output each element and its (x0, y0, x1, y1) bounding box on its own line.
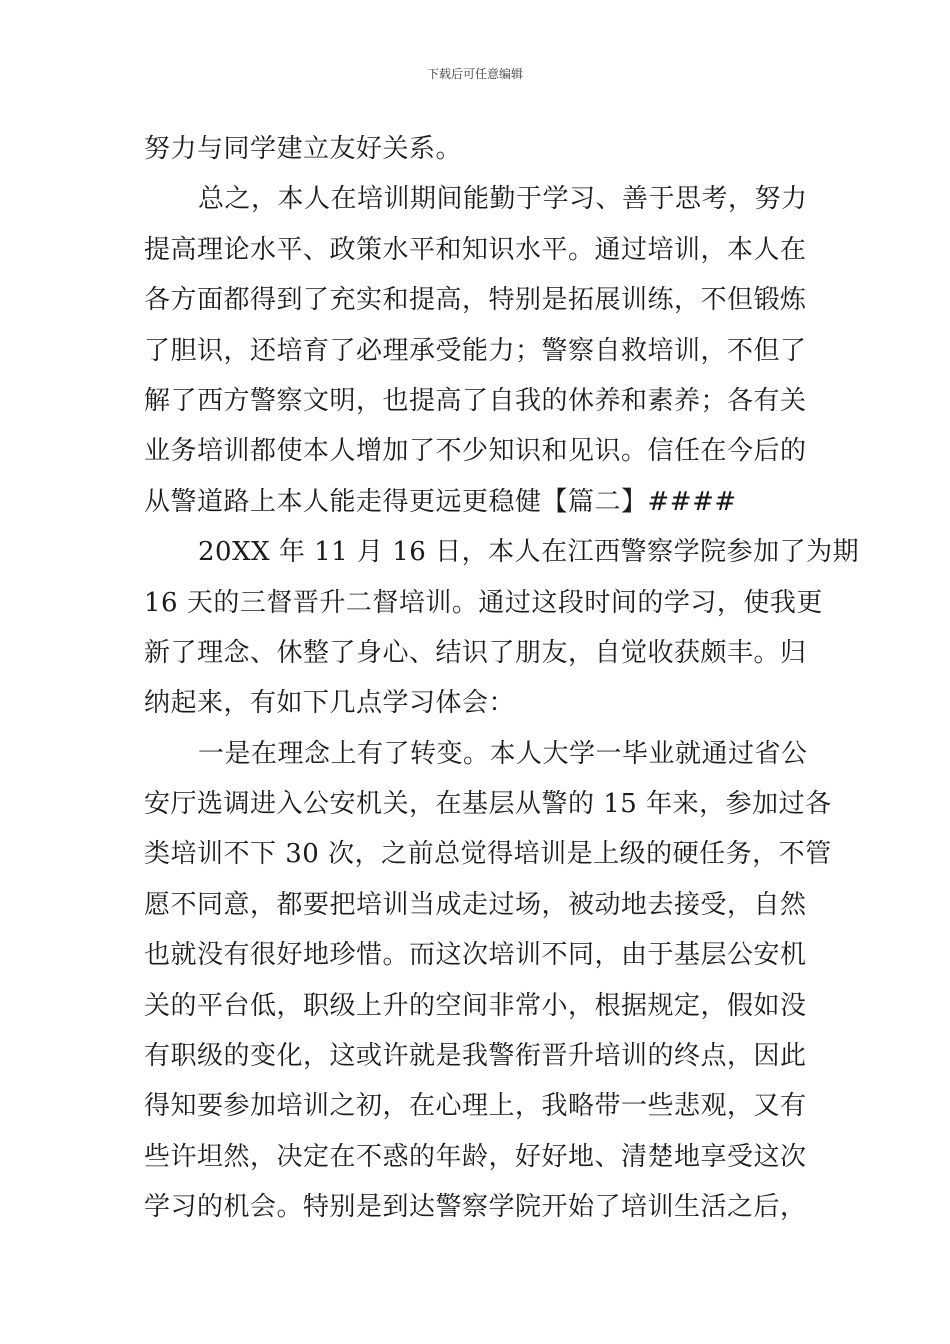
text-line: 类培训不下 30 次，之前总觉得培训是上级的硬任务，不管 (144, 839, 832, 870)
text-line: 一是在理念上有了转变。本人大学一毕业就通过省公 (198, 738, 808, 769)
text-line: 学习的机会。特别是到达警察学院开始了培训生活之后， (144, 1192, 807, 1223)
text-line: 努力与同学建立友好关系。 (144, 134, 463, 164)
text-line: 关的平台低，职级上升的空间非常小，根据规定，假如没 (144, 990, 807, 1021)
text-line: 提高理论水平、政策水平和知识水平。通过培训，本人在 (144, 234, 807, 265)
text-line: 各方面都得到了充实和提高，特别是拓展训练，不但锻炼 (144, 285, 807, 316)
page-header: 下载后可任意编辑 (426, 67, 523, 81)
text-line: 新了理念、休整了身心、结识了朋友，自觉收获颇丰。归 (144, 637, 807, 668)
text-line: 从警道路上本人能走得更远更稳健【篇二】#### (144, 486, 737, 517)
text-line: 愿不同意，都要把培训当成走过场，被动地去接受，自然 (144, 889, 807, 920)
text-line: 安厅选调进入公安机关，在基层从警的 15 年来，参加过各 (144, 789, 832, 820)
text-line: 总之，本人在培训期间能勤于学习、善于思考，努力 (198, 184, 808, 215)
text-line: 16 天的三督晋升二督培训。通过这段时间的学习，使我更 (144, 587, 823, 618)
text-line: 纳起来，有如下几点学习体会： (144, 688, 516, 719)
text-line: 些许坦然，决定在不惑的年龄，好好地、清楚地享受这次 (144, 1141, 807, 1172)
text-line: 有职级的变化，这或许就是我警衔晋升培训的终点，因此 (144, 1041, 807, 1072)
document-body (144, 124, 860, 1233)
text-line: 也就没有很好地珍惜。而这次培训不同，由于基层公安机 (144, 940, 807, 971)
text-line: 了胆识，还培育了必理承受能力；警察自救培训，不但了 (144, 335, 807, 366)
text-line: 得知要参加培训之初，在心理上，我略带一些悲观，又有 (144, 1091, 807, 1122)
text-line: 20XX 年 11 月 16 日，本人在江西警察学院参加了为期 (198, 537, 860, 568)
text-line: 业务培训都使本人增加了不少知识和见识。信任在今后的 (144, 436, 807, 467)
text-line: 解了西方警察文明，也提高了自我的休养和素养；各有关 (144, 385, 807, 416)
